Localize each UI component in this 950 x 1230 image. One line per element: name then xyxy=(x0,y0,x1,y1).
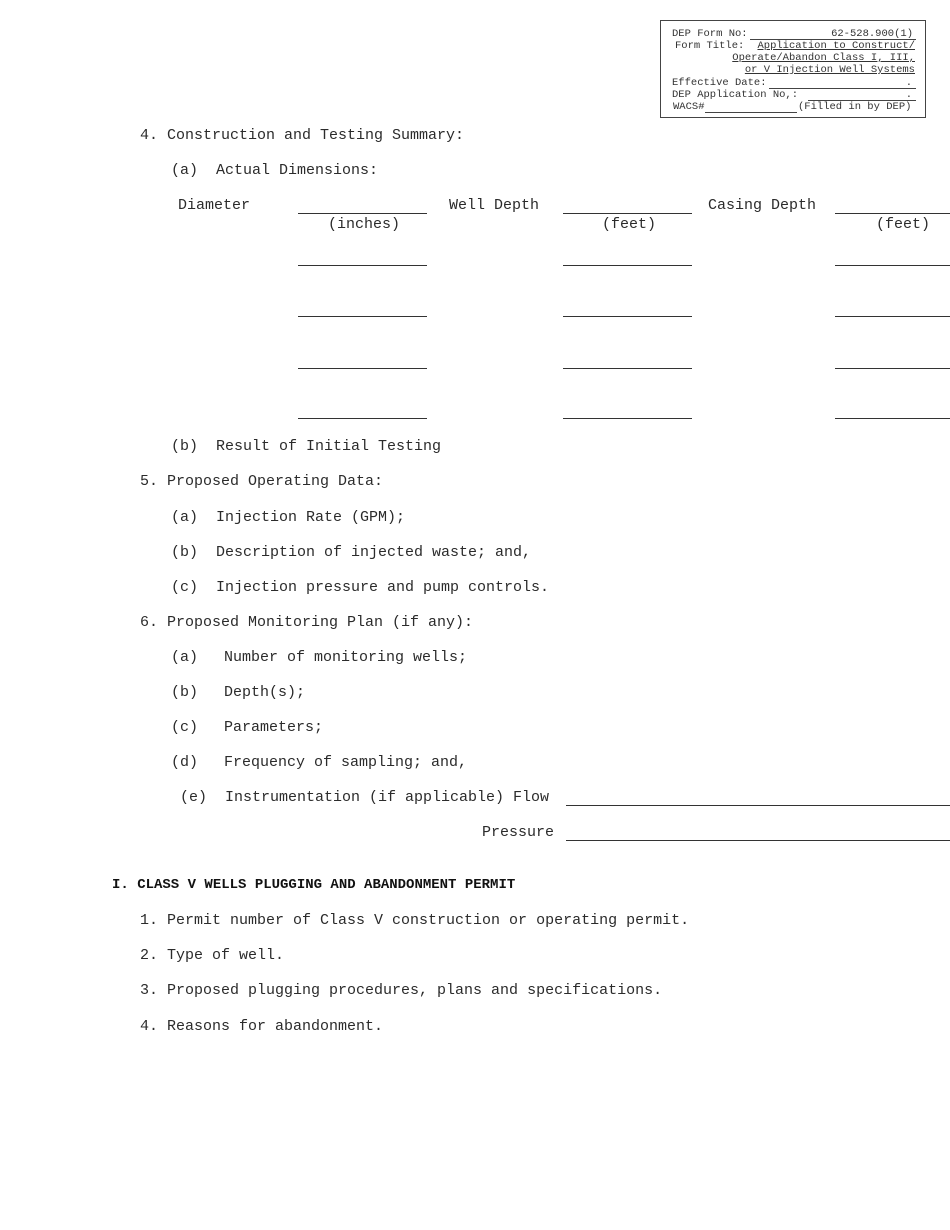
diameter-field-1[interactable] xyxy=(298,213,427,214)
section4-item-a: (a) Actual Dimensions: xyxy=(171,162,379,179)
diameter-field-4[interactable] xyxy=(298,368,427,369)
pressure-field[interactable] xyxy=(566,840,950,841)
sectionI-item-4: 4. Reasons for abandonment. xyxy=(140,1018,384,1035)
col-diameter-label: Diameter xyxy=(178,197,251,214)
unit-inches: (inches) xyxy=(328,216,401,233)
section5-item-c: (c) Injection pressure and pump controls. xyxy=(171,579,550,596)
well-depth-field-5[interactable] xyxy=(563,418,692,419)
diameter-field-3[interactable] xyxy=(298,316,427,317)
section6-item-a-label: (a) xyxy=(171,649,199,666)
flow-field[interactable] xyxy=(566,805,950,806)
form-title-line2: Operate/Abandon Class I, III, xyxy=(732,52,915,64)
well-depth-field-4[interactable] xyxy=(563,368,692,369)
section6-item-b-label: (b) xyxy=(171,684,199,701)
section5-item-b: (b) Description of injected waste; and, xyxy=(171,544,532,561)
section6-item-d-text: Frequency of sampling; and, xyxy=(224,754,468,771)
section4-title: 4. Construction and Testing Summary: xyxy=(140,127,465,144)
diameter-field-5[interactable] xyxy=(298,418,427,419)
wacs-field[interactable] xyxy=(705,112,797,113)
form-header-box xyxy=(660,20,926,118)
sectionI-item-3: 3. Proposed plugging procedures, plans and specifications. xyxy=(140,982,663,999)
section6-item-c-label: (c) xyxy=(171,719,199,736)
section6-item-e: (e) Instrumentation (if applicable) Flow xyxy=(180,789,550,806)
section6-title: 6. Proposed Monitoring Plan (if any): xyxy=(140,614,474,631)
well-depth-field-1[interactable] xyxy=(563,213,692,214)
form-title-label: Form Title: xyxy=(675,40,745,52)
casing-depth-field-1[interactable] xyxy=(835,213,950,214)
application-no-label: DEP Application No,: xyxy=(672,89,799,101)
section6-item-a-text: Number of monitoring wells; xyxy=(224,649,468,666)
sectionI-title: I. CLASS V WELLS PLUGGING AND ABANDONMENT PERMIT xyxy=(112,877,516,893)
casing-depth-field-2[interactable] xyxy=(835,265,950,266)
form-no-value: 62-528.900(1) xyxy=(831,28,913,40)
form-title-line3: or V Injection Well Systems xyxy=(744,64,915,76)
section6-item-d-label: (d) xyxy=(171,754,199,771)
unit-feet-casing: (feet) xyxy=(876,216,931,233)
diameter-field-2[interactable] xyxy=(298,265,427,266)
form-no-label: DEP Form No: xyxy=(672,28,748,40)
section5-title: 5. Proposed Operating Data: xyxy=(140,473,384,490)
casing-depth-field-3[interactable] xyxy=(835,316,950,317)
section6-item-b-text: Depth(s); xyxy=(224,684,306,701)
sectionI-item-1: 1. Permit number of Class V construction or operating permit. xyxy=(140,912,690,929)
col-casing-depth-label: Casing Depth xyxy=(708,197,817,214)
casing-depth-field-5[interactable] xyxy=(835,418,950,419)
pressure-label: Pressure xyxy=(482,824,555,841)
well-depth-field-3[interactable] xyxy=(563,316,692,317)
application-no-value: . xyxy=(905,89,912,101)
wacs-label: WACS# xyxy=(673,101,705,113)
sectionI-item-2: 2. Type of well. xyxy=(140,947,285,964)
wacs-note: (Filled in by DEP) xyxy=(798,101,912,113)
well-depth-field-2[interactable] xyxy=(563,265,692,266)
casing-depth-field-4[interactable] xyxy=(835,368,950,369)
unit-feet-well: (feet) xyxy=(602,216,657,233)
effective-date-value: . xyxy=(905,77,912,89)
form-title-line1: Application to Construct/ xyxy=(757,40,915,52)
section4-item-b: (b) Result of Initial Testing xyxy=(171,438,442,455)
col-well-depth-label: Well Depth xyxy=(449,197,540,214)
section5-item-a: (a) Injection Rate (GPM); xyxy=(171,509,406,526)
effective-date-label: Effective Date: xyxy=(672,77,767,89)
section6-item-c-text: Parameters; xyxy=(224,719,324,736)
